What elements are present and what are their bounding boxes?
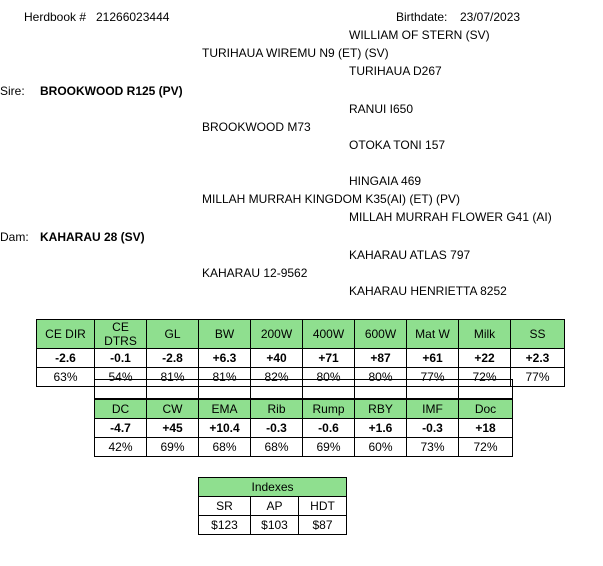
index-value-cell: $103 bbox=[251, 516, 299, 535]
ebv-value-cell: -0.3 bbox=[407, 419, 459, 438]
spacer-cell bbox=[199, 380, 251, 399]
spacer-cell bbox=[459, 380, 513, 399]
ebv-accuracy-cell: 81% bbox=[147, 368, 199, 387]
ebv-accuracy-cell: 77% bbox=[407, 368, 459, 387]
ebv-value-cell: +18 bbox=[459, 419, 513, 438]
ebv-value-cell: -0.6 bbox=[303, 419, 355, 438]
ebv-value-cell: -0.1 bbox=[95, 349, 147, 368]
ebv-value-cell: +6.3 bbox=[199, 349, 251, 368]
ebv2-accuracy-row bbox=[95, 438, 513, 457]
grandparent-2: BROOKWOOD M73 bbox=[202, 120, 311, 134]
ebv-header-cw: CW bbox=[147, 400, 199, 419]
ebv-header-mat-w: Mat W bbox=[407, 320, 459, 349]
spacer-cell bbox=[251, 380, 303, 399]
ebv-value-cell: +87 bbox=[355, 349, 407, 368]
spacer-cell bbox=[303, 380, 355, 399]
ebv-accuracy-cell: 82% bbox=[251, 368, 303, 387]
indexes-value-row bbox=[199, 516, 347, 535]
ebv-value-row bbox=[37, 349, 565, 368]
ebv-header-600w: 600W bbox=[355, 320, 407, 349]
grandparent-1: TURIHAUA WIREMU N9 (ET) (SV) bbox=[202, 46, 389, 60]
great-grandparent-7: KAHARAU ATLAS 797 bbox=[349, 248, 471, 262]
indexes-table bbox=[198, 477, 347, 535]
ebv-value-cell: +40 bbox=[251, 349, 303, 368]
ebv-value-cell: -4.7 bbox=[95, 419, 147, 438]
sire-name: BROOKWOOD R125 (PV) bbox=[40, 84, 183, 98]
index-header-hdt: HDT bbox=[299, 497, 347, 516]
ebv-table-carcase bbox=[94, 399, 513, 457]
ebv2-header-row bbox=[95, 400, 513, 419]
ebv-header-bw: BW bbox=[199, 320, 251, 349]
great-grandparent-3: RANUI I650 bbox=[349, 102, 414, 116]
index-header-ap: AP bbox=[251, 497, 299, 516]
ebv-header-imf: IMF bbox=[407, 400, 459, 419]
indexes-title: Indexes bbox=[199, 478, 347, 497]
ebv-value-cell: +61 bbox=[407, 349, 459, 368]
ebv-accuracy-cell: 42% bbox=[95, 438, 147, 457]
ebv-accuracy-cell: 54% bbox=[95, 368, 147, 387]
spacer-cell bbox=[407, 380, 459, 399]
ebv-header-200w: 200W bbox=[251, 320, 303, 349]
ebv-value-cell: +1.6 bbox=[355, 419, 407, 438]
ebv-accuracy-cell: 68% bbox=[199, 438, 251, 457]
ebv-header-milk: Milk bbox=[459, 320, 511, 349]
ebv-header-dc: DC bbox=[95, 400, 147, 419]
ebv-header-ss: SS bbox=[511, 320, 565, 349]
ebv-header-gl: GL bbox=[147, 320, 199, 349]
indexes-header-row bbox=[199, 497, 347, 516]
ebv-accuracy-cell: 81% bbox=[199, 368, 251, 387]
great-grandparent-6: MILLAH MURRAH FLOWER G41 (AI) bbox=[349, 210, 552, 224]
ebv-accuracy-cell: 69% bbox=[303, 438, 355, 457]
ebv-accuracy-cell: 80% bbox=[355, 368, 407, 387]
index-value-cell: $87 bbox=[299, 516, 347, 535]
birthdate-value: 23/07/2023 bbox=[460, 10, 521, 24]
ebv-accuracy-cell: 69% bbox=[147, 438, 199, 457]
grandparent-3: MILLAH MURRAH KINGDOM K35(AI) (ET) (PV) bbox=[202, 192, 461, 206]
ebv-header-rby: RBY bbox=[355, 400, 407, 419]
ebv-value-cell: +10.4 bbox=[199, 419, 251, 438]
ebv-accuracy-cell: 63% bbox=[37, 368, 95, 387]
ebv-accuracy-cell: 72% bbox=[459, 368, 511, 387]
ebv-spacer-row bbox=[94, 379, 513, 399]
indexes-title-row bbox=[199, 478, 347, 497]
ebv2-value-row bbox=[95, 419, 513, 438]
ebv-accuracy-cell: 80% bbox=[303, 368, 355, 387]
spacer-cell bbox=[147, 380, 199, 399]
index-header-sr: SR bbox=[199, 497, 251, 516]
ebv-value-cell: +2.3 bbox=[511, 349, 565, 368]
ebv-accuracy-cell: 72% bbox=[459, 438, 513, 457]
spacer-cell bbox=[95, 380, 147, 399]
ebv-header-ce-dtrs: CE DTRS bbox=[95, 320, 147, 349]
birthdate-label: Birthdate: bbox=[396, 10, 448, 24]
ebv-accuracy-cell: 73% bbox=[407, 438, 459, 457]
ebv-header-rib: Rib bbox=[251, 400, 303, 419]
ebv-value-cell: -0.3 bbox=[251, 419, 303, 438]
ebv-value-cell: -2.6 bbox=[37, 349, 95, 368]
ebv-header-ce-dir: CE DIR bbox=[37, 320, 95, 349]
herdbook-label: Herdbook # bbox=[24, 10, 87, 24]
ebv-table-primary bbox=[36, 319, 565, 387]
ebv-value-cell: +45 bbox=[147, 419, 199, 438]
ebv-header-doc: Doc bbox=[459, 400, 513, 419]
grandparent-4: KAHARAU 12-9562 bbox=[202, 266, 308, 280]
great-grandparent-1: WILLIAM OF STERN (SV) bbox=[349, 28, 490, 42]
ebv-header-rump: Rump bbox=[303, 400, 355, 419]
herdbook-number: 21266023444 bbox=[96, 10, 170, 24]
spacer-cell bbox=[355, 380, 407, 399]
ebv-value-cell: -2.8 bbox=[147, 349, 199, 368]
great-grandparent-8: KAHARAU HENRIETTA 8252 bbox=[349, 284, 507, 298]
ebv-accuracy-cell: 60% bbox=[355, 438, 407, 457]
index-value-cell: $123 bbox=[199, 516, 251, 535]
sire-label: Sire: bbox=[0, 84, 25, 98]
great-grandparent-2: TURIHAUA D267 bbox=[349, 64, 442, 78]
dam-name: KAHARAU 28 (SV) bbox=[40, 230, 145, 244]
ebv-accuracy-cell: 68% bbox=[251, 438, 303, 457]
ebv-value-cell: +22 bbox=[459, 349, 511, 368]
ebv-header-row bbox=[37, 320, 565, 349]
dam-label: Dam: bbox=[0, 230, 29, 244]
great-grandparent-5: HINGAIA 469 bbox=[349, 174, 422, 188]
ebv-value-cell: +71 bbox=[303, 349, 355, 368]
ebv-accuracy-cell: 77% bbox=[511, 368, 565, 387]
ebv-header-400w: 400W bbox=[303, 320, 355, 349]
ebv-header-ema: EMA bbox=[199, 400, 251, 419]
great-grandparent-4: OTOKA TONI 157 bbox=[349, 138, 446, 152]
